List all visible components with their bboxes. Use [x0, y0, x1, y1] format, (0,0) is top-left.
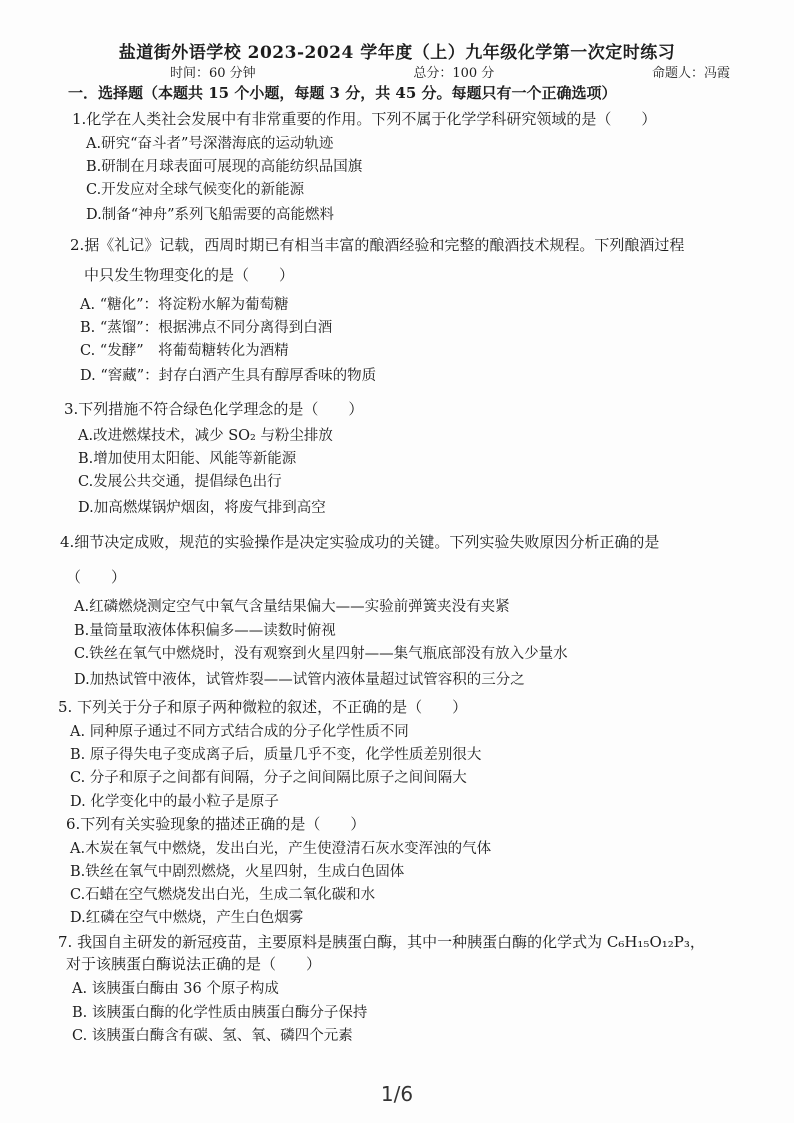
question-3-option-b: B.增加使用太阳能、风能等新能源 [78, 451, 297, 467]
question-2-option-a: A. “糖化”：将淀粉水解为葡萄糖 [80, 297, 289, 313]
question-1-option-d: D.制备“神舟”系列飞船需要的高能燃料 [86, 207, 335, 223]
question-4: 4.细节决定成败，规范的实验操作是决定实验成功的关键。下列实验失败原因分析正确的是 [60, 533, 660, 551]
question-1: 1.化学在人类社会发展中有非常重要的作用。下列不属于化学学科研究领域的是（ ） [72, 110, 657, 128]
question-4-option-d: D.加热试管中液体，试管炸裂——试管内液体量超过试管容积的三分之 [74, 672, 525, 688]
page-title: 盐道街外语学校 2023-2024 学年度（上）九年级化学第一次定时练习 [118, 43, 676, 63]
question-2-option-b: B. “蒸馏”：根据沸点不同分离得到白酒 [80, 320, 333, 336]
question-1-option-b: B.研制在月球表面可展现的高能纺织品国旗 [86, 159, 363, 175]
section-heading: 一．选择题（本题共 15 个小题，每题 3 分，共 45 分。每题只有一个正确选项） [68, 84, 617, 102]
question-4-option-a: A.红磷燃烧测定空气中氧气含量结果偏大——实验前弹簧夹没有夹紧 [74, 599, 510, 615]
question-5-option-a: A. 同种原子通过不同方式结合成的分子化学性质不同 [70, 724, 409, 740]
question-6: 6.下列有关实验现象的描述正确的是（ ） [66, 815, 366, 833]
question-7-continued: 对于该胰蛋白酶说法正确的是（ ） [66, 955, 322, 973]
exam-total: 总分：100 分 [413, 66, 495, 81]
question-2-option-c: C. “发酵” 将葡萄糖转化为酒精 [80, 343, 289, 359]
question-3-option-a: A.改进燃煤技术，减少 SO₂ 与粉尘排放 [78, 428, 333, 444]
question-5-option-d: D. 化学变化中的最小粒子是原子 [70, 794, 279, 810]
question-6-option-a: A.木炭在氧气中燃烧，发出白光，产生使澄清石灰水变浑浊的气体 [70, 841, 492, 857]
question-7-option-a: A. 该胰蛋白酶由 36 个原子构成 [72, 981, 279, 997]
exam-meta [170, 62, 730, 81]
exam-time: 时间：60 分钟 [170, 66, 256, 81]
question-6-option-d: D.红磷在空气中燃烧，产生白色烟雾 [70, 910, 304, 926]
question-4-continued: （ ） [66, 568, 127, 586]
question-5: 5. 下列关于分子和原子两种微粒的叙述，不正确的是（ ） [58, 698, 468, 716]
question-6-option-c: C.石蜡在空气燃烧发出白光，生成二氧化碳和水 [70, 887, 376, 903]
question-3-option-d: D.加高燃煤锅炉烟囱，将废气排到高空 [78, 500, 326, 516]
question-4-option-b: B.量筒量取液体体积偏多——读数时俯视 [74, 623, 336, 639]
question-2-option-d: D. “窖藏”：封存白酒产生具有醇厚香味的物质 [80, 368, 377, 384]
question-2-continued: 中只发生物理变化的是（ ） [84, 266, 295, 284]
question-6-option-b: B.铁丝在氧气中剧烈燃烧，火星四射，生成白色固体 [70, 864, 405, 880]
question-1-option-a: A.研究“奋斗者”号深潜海底的运动轨迹 [86, 136, 334, 152]
question-1-option-c: C.开发应对全球气候变化的新能源 [86, 182, 305, 198]
question-3-option-c: C.发展公共交通，提倡绿色出行 [78, 474, 282, 490]
question-7: 7. 我国自主研发的新冠疫苗，主要原料是胰蛋白酶，其中一种胰蛋白酶的化学式为 C₆H₁₅O₁₂P₃， [58, 933, 705, 951]
question-2: 2.据《礼记》记载，西周时期已有相当丰富的酿酒经验和完整的酿酒技术规程。下列酿酒过程 [70, 236, 685, 254]
question-5-option-b: B. 原子得失电子变成离子后，质量几乎不变，化学性质差别很大 [70, 747, 482, 763]
page-indicator: 1/6 [380, 1082, 414, 1106]
question-4-option-c: C.铁丝在氧气中燃烧时，没有观察到火星四射——集气瓶底部没有放入少量水 [74, 646, 568, 662]
question-7-option-b: B. 该胰蛋白酶的化学性质由胰蛋白酶分子保持 [72, 1005, 368, 1021]
exam-author: 命题人：冯霞 [651, 66, 730, 81]
question-7-option-c: C. 该胰蛋白酶含有碳、氢、氧、磷四个元素 [72, 1028, 353, 1044]
question-5-option-c: C. 分子和原子之间都有间隔，分子之间间隔比原子之间间隔大 [70, 770, 467, 786]
question-3: 3.下列措施不符合绿色化学理念的是（ ） [64, 400, 364, 418]
